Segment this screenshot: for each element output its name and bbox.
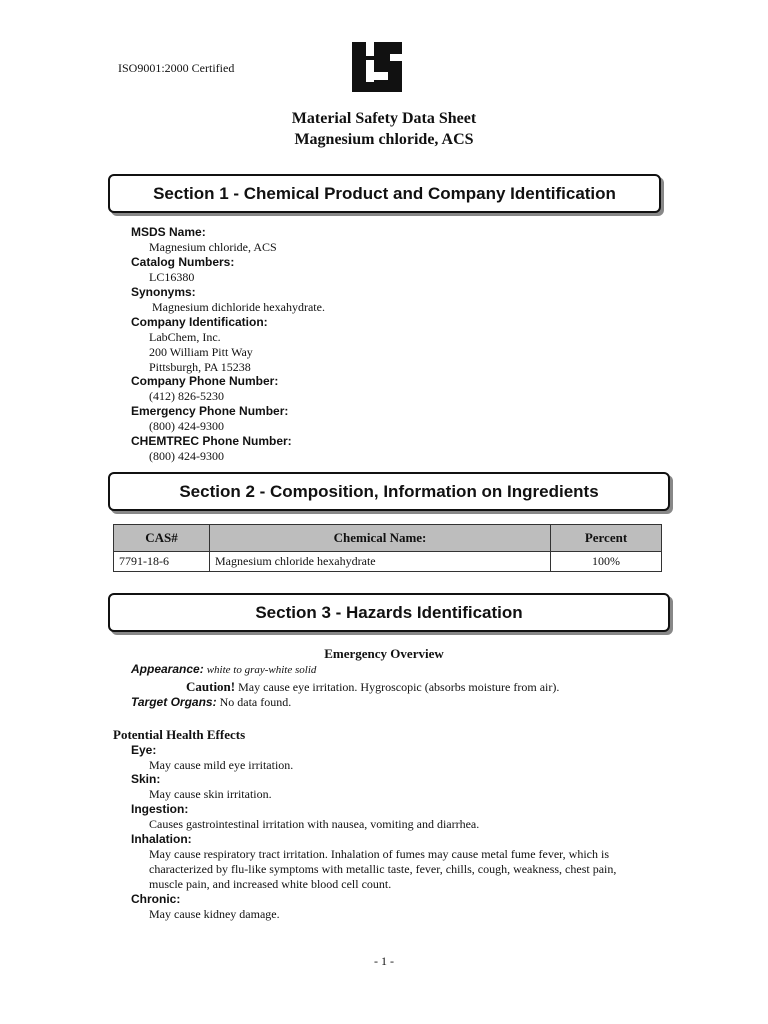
emergency-overview-title: Emergency Overview xyxy=(324,646,444,661)
chemical-name-header: Chemical Name: xyxy=(210,525,551,552)
product-title: Magnesium chloride, ACS xyxy=(294,131,474,148)
eye-value: May cause mild eye irritation. xyxy=(149,758,294,772)
emergency-phone-label: Emergency Phone Number: xyxy=(131,404,289,418)
chemical-name-cell: Magnesium chloride hexahydrate xyxy=(210,552,551,572)
appearance-label: Appearance: xyxy=(131,662,204,676)
health-effects-title: Potential Health Effects xyxy=(113,727,246,742)
catalog-value: LC16380 xyxy=(149,270,195,284)
chronic-value: May cause kidney damage. xyxy=(149,907,280,921)
company-logo xyxy=(352,42,402,92)
table-row xyxy=(114,552,662,572)
eye-label: Eye: xyxy=(131,743,157,757)
section1-heading: Section 1 - Chemical Product and Company Identification xyxy=(108,174,661,213)
cas-header: CAS# xyxy=(114,525,210,552)
inhalation-line-3: muscle pain, and increased white blood cell count. xyxy=(149,877,392,891)
cas-cell: 7791-18-6 xyxy=(114,552,210,572)
inhalation-line-1: May cause respiratory tract irritation. Inhalation of fumes may cause metal fume fever, which is xyxy=(149,847,610,861)
caution-label: Caution! xyxy=(186,679,236,694)
caution-text: May cause eye irritation. Hygroscopic (absorbs moisture from air). xyxy=(238,680,560,694)
caution-line xyxy=(186,679,559,695)
chemtrec-phone-label: CHEMTREC Phone Number: xyxy=(131,434,292,448)
company-phone-label: Company Phone Number: xyxy=(131,374,279,388)
target-organs-label: Target Organs: xyxy=(131,695,217,709)
inhalation-label: Inhalation: xyxy=(131,832,192,846)
company-name: LabChem, Inc. xyxy=(149,330,221,344)
section3-heading: Section 3 - Hazards Identification xyxy=(108,593,670,632)
msds-name-label: MSDS Name: xyxy=(131,225,206,239)
document-title: Material Safety Data Sheet xyxy=(291,110,477,127)
table-header-row xyxy=(114,525,662,552)
company-city: Pittsburgh, PA 15238 xyxy=(149,360,251,374)
ingestion-value: Causes gastrointestinal irritation with nausea, vomiting and diarrhea. xyxy=(149,817,480,831)
emergency-phone-value: (800) 424-9300 xyxy=(149,419,224,433)
synonyms-label: Synonyms: xyxy=(131,285,196,299)
inhalation-line-2: characterized by flu-like symptoms with metallic taste, fever, chills, cough, weakness, chest pain, xyxy=(149,862,617,876)
chronic-label: Chronic: xyxy=(131,892,181,906)
target-organs-value: No data found. xyxy=(219,695,292,709)
target-organs-line xyxy=(131,695,291,710)
company-phone-value: (412) 826-5230 xyxy=(149,389,224,403)
skin-label: Skin: xyxy=(131,772,161,786)
skin-value: May cause skin irritation. xyxy=(149,787,272,801)
iso-certification: ISO9001:2000 Certified xyxy=(118,61,235,75)
section2-heading: Section 2 - Composition, Information on Ingredients xyxy=(108,472,670,511)
appearance-line xyxy=(131,662,316,677)
synonyms-value: Magnesium dichloride hexahydrate. xyxy=(152,300,325,314)
ingestion-label: Ingestion: xyxy=(131,802,189,816)
company-street: 200 William Pitt Way xyxy=(149,345,253,359)
msds-name-value: Magnesium chloride, ACS xyxy=(149,240,277,254)
percent-cell: 100% xyxy=(551,552,662,572)
percent-header: Percent xyxy=(551,525,662,552)
catalog-label: Catalog Numbers: xyxy=(131,255,235,269)
company-label: Company Identification: xyxy=(131,315,268,329)
chemtrec-phone-value: (800) 424-9300 xyxy=(149,449,224,463)
page-number: - 1 - xyxy=(374,954,394,968)
composition-table xyxy=(113,524,662,572)
appearance-value: white to gray-white solid xyxy=(206,664,317,676)
